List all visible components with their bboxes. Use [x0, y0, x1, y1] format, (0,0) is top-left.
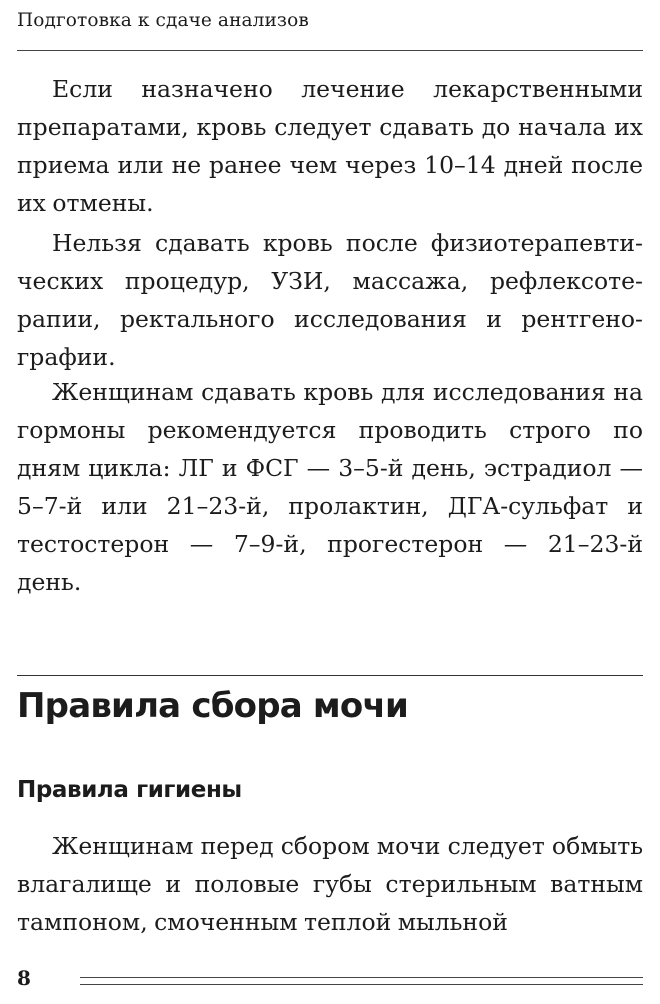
paragraph-procedures: Нельзя сдавать кровь после физиотерапевтических процедур, УЗИ, массажа, рефлексотерапии, ректального исследования и рентгенографии. [17, 229, 643, 371]
header-divider [17, 50, 643, 51]
paragraph-hormones: Женщинам сдавать кровь для исследования на гормоны рекомендуется проводить строго по дням цикла: ЛГ и ФСГ — 3–5-й день, эстрадиол — 5–7-й или 21–23-й, пролактин, ДГА-сульфат и тестостерон — 7–9-й, прогестерон — 21–23-й день. [17, 378, 643, 596]
running-header: Подготовка к сдаче анализов [17, 10, 309, 31]
footer-double-rule [80, 977, 643, 985]
section-divider [17, 675, 643, 676]
section-heading: Правила сбора мочи [17, 686, 409, 726]
paragraph-hygiene: Женщинам перед сбором мочи следует обмыть влагалище и половые губы стерильным ватным тампоном, смоченным теплой мыльной [17, 832, 643, 936]
page-number: 8 [17, 966, 31, 990]
paragraph-medication: Если назначено лечение лекарственными препаратами, кровь следует сдавать до начала их приема или не ранее чем через 10–14 дней после их отмены. [17, 75, 643, 217]
subsection-heading: Правила гигиены [17, 777, 242, 803]
